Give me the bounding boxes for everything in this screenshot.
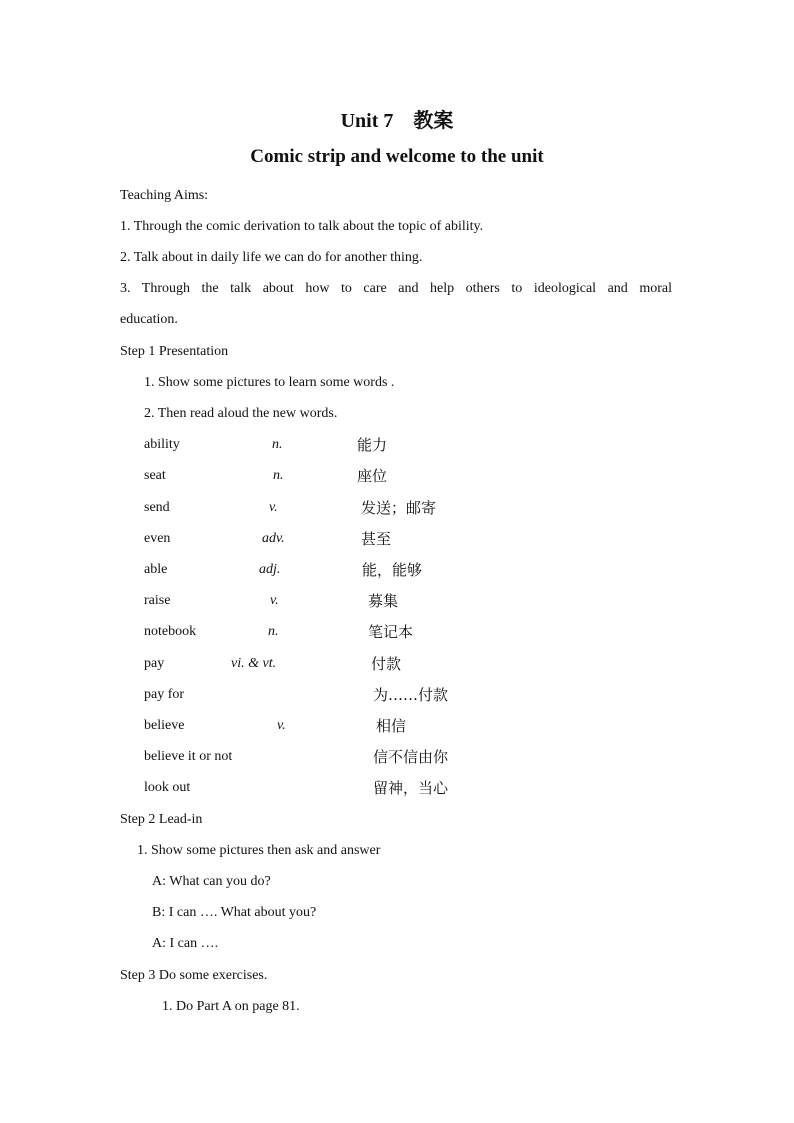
vocab-word: look out bbox=[144, 780, 191, 795]
aim-item-3: 3. Through the talk about how to care and help others to ideological and moral bbox=[120, 281, 672, 296]
vocab-row bbox=[0, 559, 794, 581]
vocab-pos: adj. bbox=[259, 562, 281, 577]
vocab-word: send bbox=[144, 500, 170, 515]
vocab-pos: v. bbox=[269, 500, 278, 515]
vocab-row bbox=[0, 528, 794, 550]
vocab-meaning: 甚至 bbox=[361, 530, 392, 548]
vocab-meaning: 为……付款 bbox=[373, 686, 449, 704]
vocab-word: believe it or not bbox=[144, 749, 233, 764]
vocab-word: believe bbox=[144, 718, 185, 733]
vocab-pos: n. bbox=[273, 468, 284, 483]
vocab-row bbox=[0, 684, 794, 706]
vocab-word: pay bbox=[144, 656, 165, 671]
vocab-pos: n. bbox=[272, 437, 283, 452]
vocab-word: even bbox=[144, 531, 171, 546]
vocab-meaning: 信不信由你 bbox=[373, 748, 449, 766]
dialogue-line-a2: A: I can …. bbox=[152, 936, 219, 951]
step2-heading: Step 2 Lead-in bbox=[120, 812, 203, 827]
vocab-meaning: 发送；邮寄 bbox=[361, 499, 437, 517]
vocab-row bbox=[0, 465, 794, 487]
vocab-word: pay for bbox=[144, 687, 185, 702]
vocab-meaning: 座位 bbox=[357, 467, 388, 485]
vocab-pos: vi. & vt. bbox=[231, 656, 277, 671]
vocab-row bbox=[0, 434, 794, 456]
vocab-word: able bbox=[144, 562, 168, 577]
aim-item-3-continued: education. bbox=[120, 312, 178, 327]
dialogue-line-a1: A: What can you do? bbox=[152, 874, 271, 889]
vocab-pos: adv. bbox=[262, 531, 285, 546]
vocab-row bbox=[0, 746, 794, 768]
vocab-meaning: 能力 bbox=[357, 436, 388, 454]
vocab-row bbox=[0, 590, 794, 612]
vocab-meaning: 付款 bbox=[371, 655, 402, 673]
vocab-row bbox=[0, 653, 794, 675]
step2-item-1: 1. Show some pictures then ask and answer bbox=[137, 843, 381, 858]
vocab-word: ability bbox=[144, 437, 180, 452]
dialogue-line-b: B: I can …. What about you? bbox=[152, 905, 317, 920]
teaching-aims-heading: Teaching Aims: bbox=[120, 188, 209, 203]
step3-heading: Step 3 Do some exercises. bbox=[120, 968, 268, 983]
step1-heading: Step 1 Presentation bbox=[120, 344, 229, 359]
vocab-meaning: 募集 bbox=[368, 592, 399, 610]
aim-item-2: 2. Talk about in daily life we can do for another thing. bbox=[120, 250, 423, 265]
vocab-pos: n. bbox=[268, 624, 279, 639]
vocab-pos: v. bbox=[270, 593, 279, 608]
vocab-meaning: 能，能够 bbox=[362, 561, 423, 579]
vocab-meaning: 留神，当心 bbox=[373, 779, 449, 797]
vocab-word: seat bbox=[144, 468, 166, 483]
vocab-row bbox=[0, 715, 794, 737]
vocab-meaning: 笔记本 bbox=[368, 623, 414, 641]
aim-item-1: 1. Through the comic derivation to talk about the topic of ability. bbox=[120, 219, 484, 234]
step1-item-1: 1. Show some pictures to learn some words . bbox=[144, 375, 395, 390]
vocab-word: raise bbox=[144, 593, 171, 608]
vocab-row bbox=[0, 497, 794, 519]
unit-title: Unit 7 教案 bbox=[340, 110, 454, 132]
vocab-pos: v. bbox=[277, 718, 286, 733]
vocab-row bbox=[0, 777, 794, 799]
vocab-row bbox=[0, 621, 794, 643]
step3-item-1: 1. Do Part A on page 81. bbox=[162, 999, 300, 1014]
step1-item-2: 2. Then read aloud the new words. bbox=[144, 406, 338, 421]
lesson-subtitle: Comic strip and welcome to the unit bbox=[250, 146, 544, 167]
vocab-meaning: 相信 bbox=[376, 717, 407, 735]
vocab-word: notebook bbox=[144, 624, 197, 639]
